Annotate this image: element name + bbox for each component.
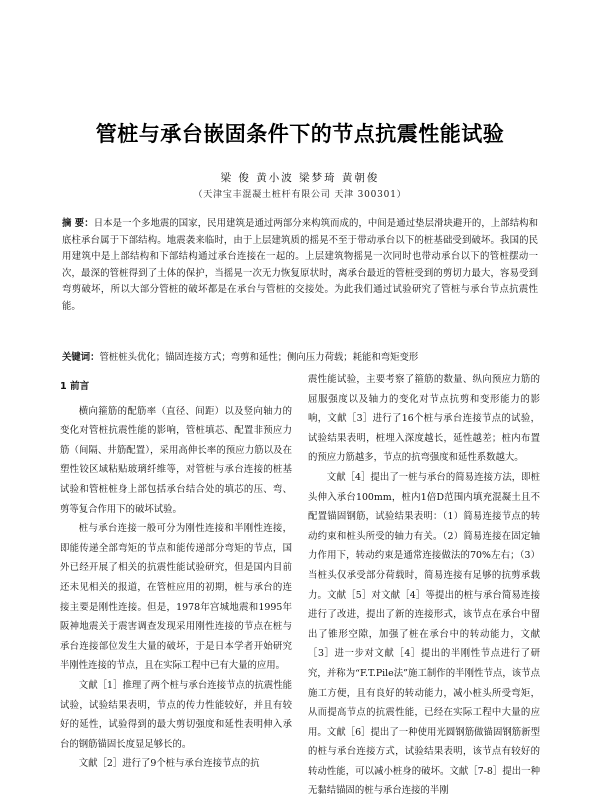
body-paragraph: 桩与承台连接一般可分为刚性连接和半刚性连接，即能传递全部弯矩的节点和能传递部分弯矩的节点，国外已经开展了相关的抗震性能试验研究，但是国内目前还未见相关的报道，在管桩应用的初期，桩与承台的连接主要是刚性连接。但是，1978年宫城地震和1995年阪神地震关于震害调查发现采用刚性连接的节点在桩与承台连接部位发生大量的破坏，于是日本学者开始研究半刚性连接的节点，且在实际工程中已有大量的应用。 <box>60 523 292 672</box>
keywords-text: 管桩桩头优化；锚固连接方式；弯剪和延性；侧向压力荷载；耗能和弯矩变形 <box>99 352 419 363</box>
left-column <box>60 370 292 774</box>
abstract-text: 日本是一个多地震的国家，民用建筑是通过两部分来构筑而成的，中间是通过垫层滑块避开的，上部结构和底柱承台属于下部结构。地震袭来临时，由于上层建筑质的摇晃不至于带动承台以下的桩基础受到破坏。我国的民用建筑中是上部结构和下部结构通过承台连接在一起的。上层建筑物摇晃一次同时也带动承台以下的管桩摆动一次，最深的管桩得到了土体的保护，当摇晃一次无力恢复原状时，离承台最近的管桩受到的剪切力最大，容易受到弯剪破坏，所以大部分管桩的破坏都是在承台与管桩的交接处。为此我们通过试验研究了管桩与承台节点抗震性能。 <box>62 218 538 312</box>
body-paragraph: 横向箍筋的配筋率（直径、间距）以及竖向轴力的变化对管桩抗震性能的影响，管桩填芯、配置非预应力筋（间隔、井筋配置），采用高伸长率的预应力筋以及在塑性铰区域粘贴玻璃纤维等，对管桩与承台连接的桩基试验和管桩桩身上部包括承台结合处的填芯的压、弯、剪等复合作用下的破坏试验。 <box>60 405 292 515</box>
author-list: 梁 俊 黄小波 梁梦琦 黄朝俊 <box>220 172 380 184</box>
body-paragraph: 文献［2］进行了9个桩与承台连接节点的抗 <box>78 758 260 770</box>
abstract <box>62 216 538 316</box>
keywords <box>62 350 538 366</box>
section-heading-introduction: 1 前言 <box>60 381 90 392</box>
keywords-label: 关键词： <box>62 352 100 363</box>
paper-title: 管桩与承台嵌固条件下的节点抗震性能试验 <box>95 122 505 146</box>
right-column <box>308 370 540 801</box>
body-paragraph: 文献［1］推理了两个桩与承台连接节点的抗震性能试验，试验结果表明，节点的传力性能较好，并且有较好的延性，试验得到的最大剪切强度和延性表明伸入承台的钢筋锚固长度显足够长的。 <box>60 679 292 750</box>
abstract-label: 摘 要： <box>62 218 94 229</box>
author-affiliation: （天津宝丰混凝土桩杆有限公司 天津 300301） <box>193 190 407 200</box>
body-paragraph: 震性能试验，主要考察了箍筋的数量、纵向预应力筋的屈服强度以及轴力的变化对节点抗剪和变形能力的影响，文献［3］进行了16个桩与承台连接节点的试验，试验结果表明，桩埋入深度越长，延性越差；桩内布置的预应力筋越多，节点的抗弯强度和延性系数越大。 <box>308 374 540 464</box>
body-paragraph: 文献［4］提出了一桩与承台的简易连接方法，即桩头伸入承台100mm，桩内1倍D范围内填充混凝土且不配置锚固钢筋，试验结果表明：（1）简易连接节点的转动约束和桩头所受的轴力有关。（2）简易连接在固定轴力作用下，转动约束是通常连接做法的70%左右；（3）当桩头仅承受部分荷载时，简易连接有足够的抗剪承载力。文献［5］对文献［4］等提出的桩与承台简易连接进行了改进，提出了新的连接形式，该节点在承台中留出了锥形空隙，加强了桩在承台中的转动能力，文献［3］进一步对文献［4］提出的半刚性节点进行了研究，并称为“F.T.Pile法”施工制作的半刚性节点，该节点施工方便，且有良好的转动能力，减小桩头所受弯矩，从而提高节点的抗震性能，已经在实际工程中大量的应用。文献［6］提出了一种使用光圆钢筋做锚固钢筋新型的桩与承台连接方式，试验结果表明，该节点有较好的转动性能，可以减小桩身的破坏。文献［7-8］提出一种无黏结锚固的桩与承台连接的半刚 <box>308 471 540 797</box>
